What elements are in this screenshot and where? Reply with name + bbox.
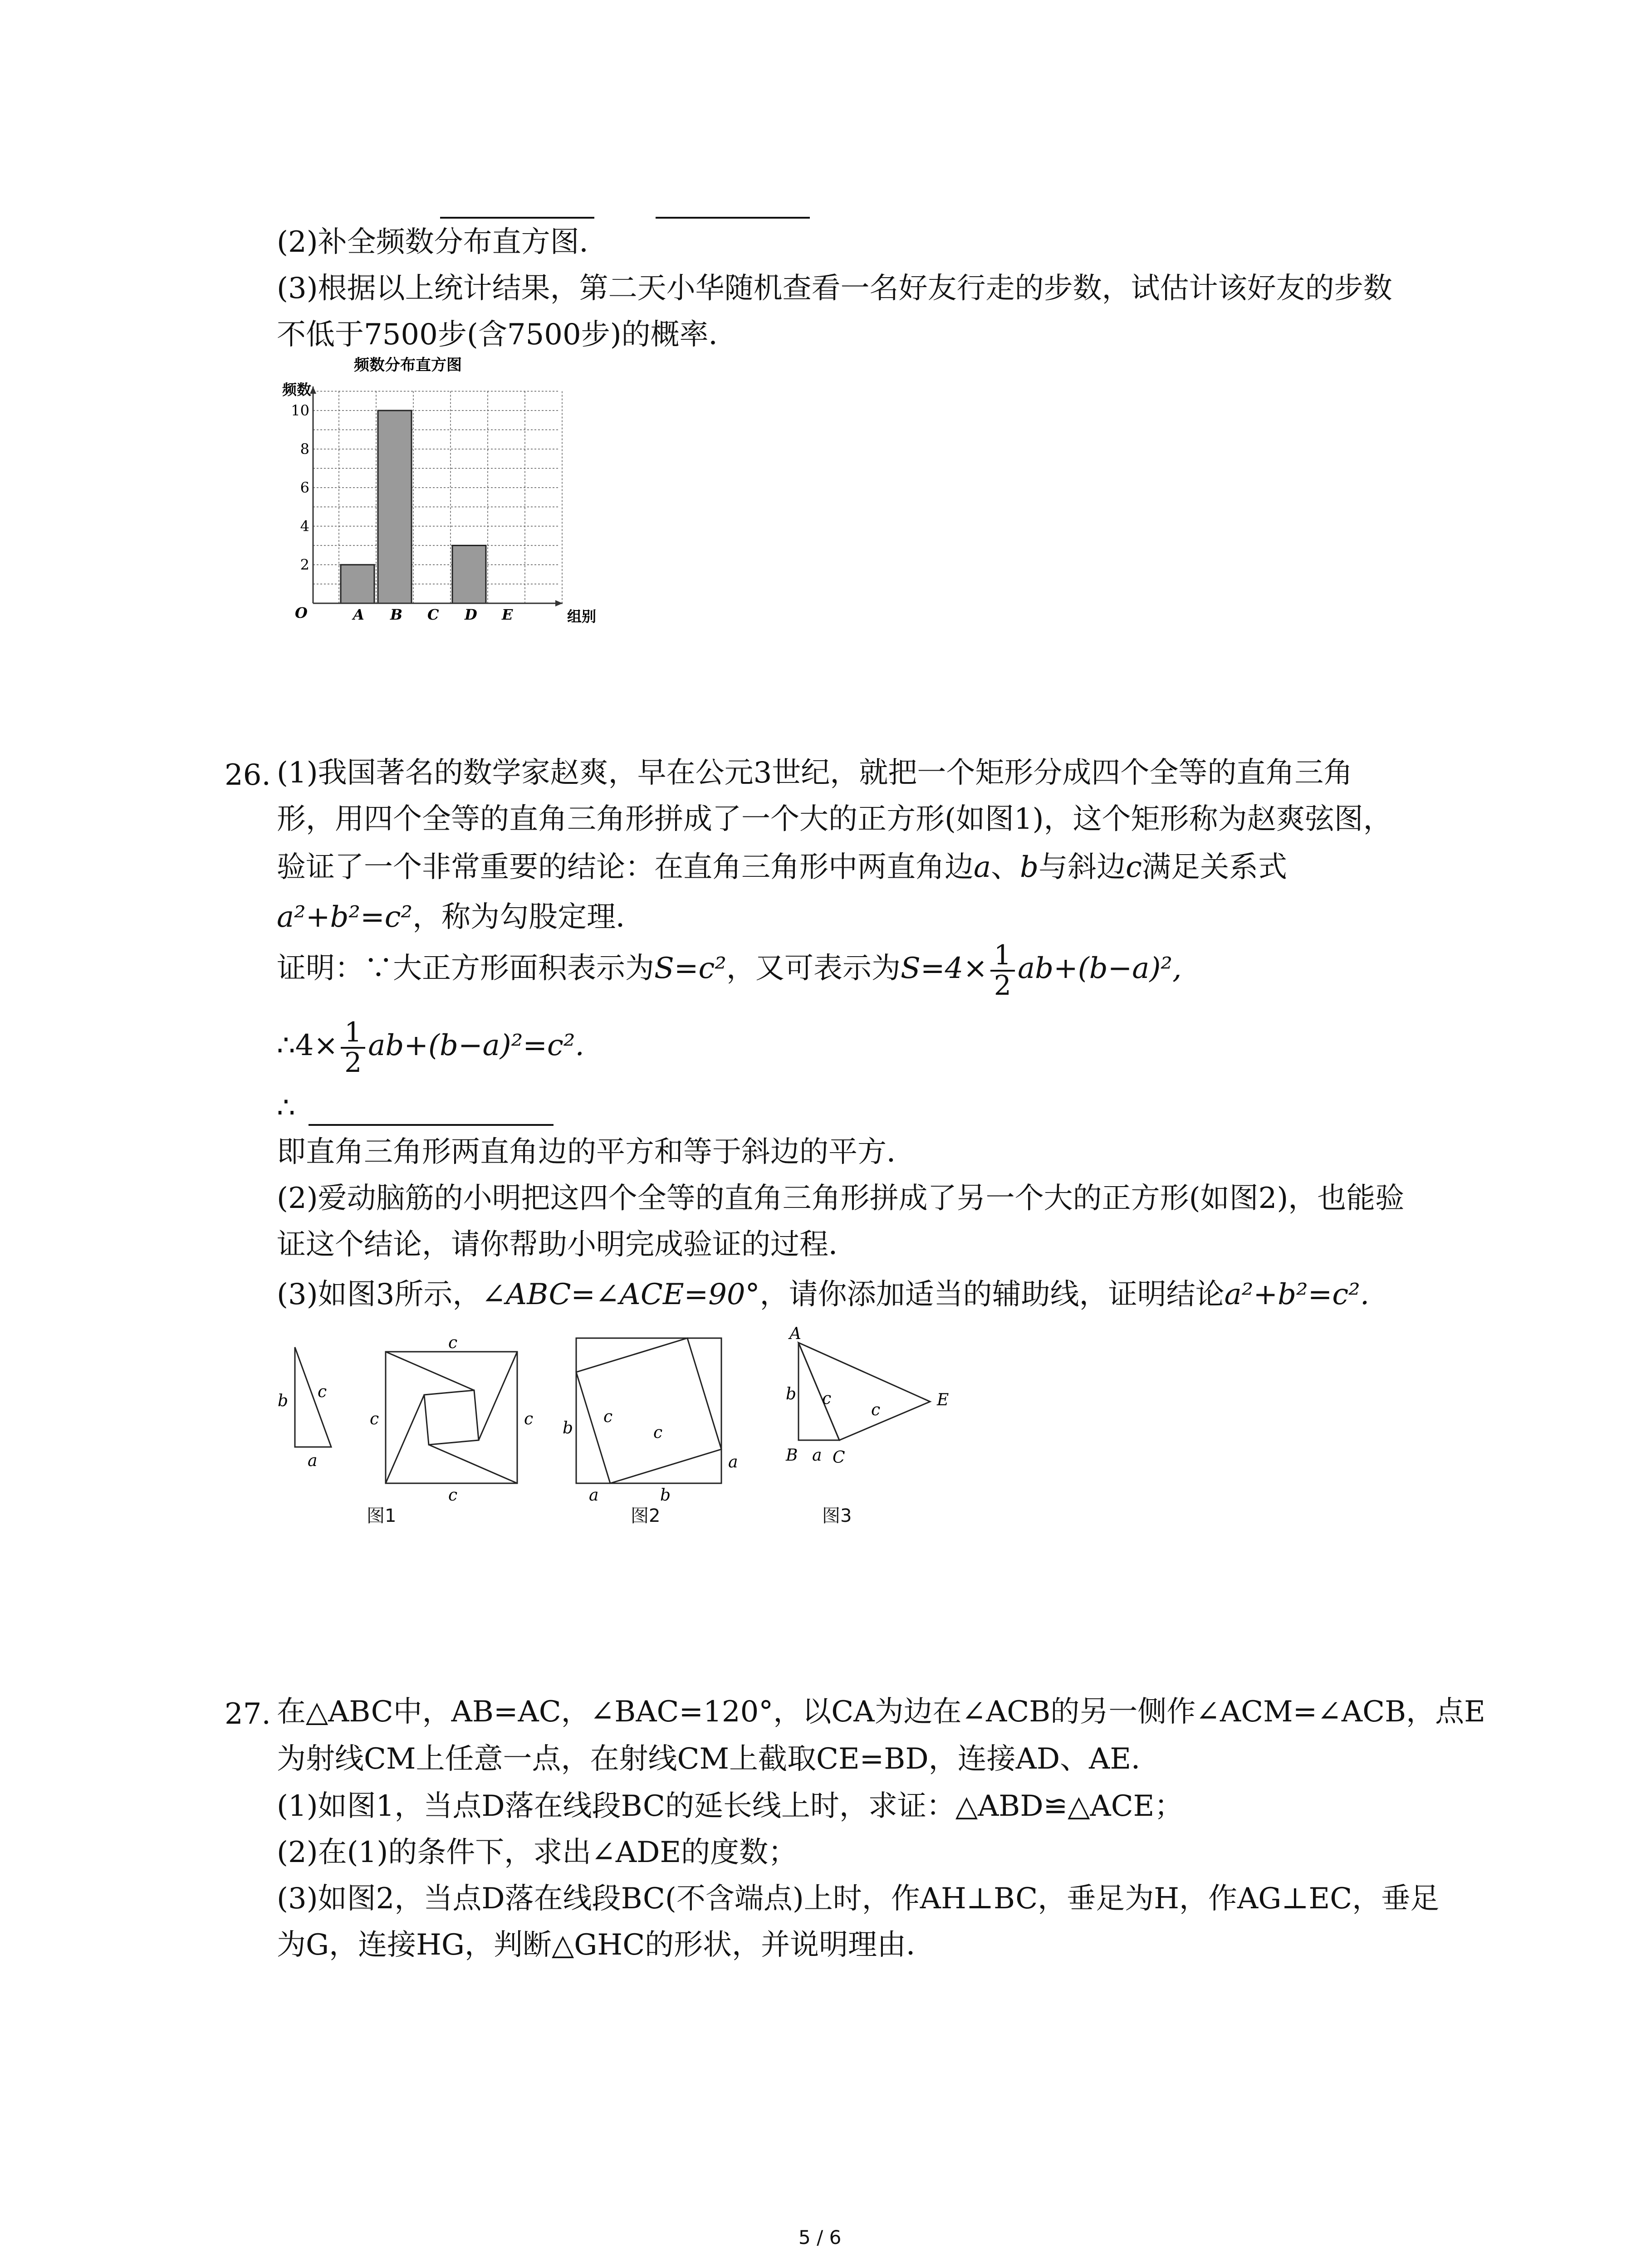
x-axis-arrow-icon — [555, 600, 563, 606]
fig3-point-C: C — [833, 1448, 845, 1467]
figure-1 — [268, 1334, 534, 1505]
q26-line6-pre: ∴4× — [277, 1029, 338, 1062]
q26-line5-pre: 证明：∵大正方形面积表示为 — [277, 952, 654, 985]
bar-A — [341, 565, 374, 603]
q26-line3-mid2: 与斜边 — [1038, 850, 1126, 884]
answer-blank-3[interactable] — [309, 1124, 554, 1126]
fig3-label-c2: c — [871, 1401, 881, 1419]
figure-3-caption: 图3 — [822, 1505, 852, 1526]
q27-line1: 在△ABC中，AB=AC，∠BAC=120°，以CA为边在∠ACB的另一侧作∠ACM=∠ACB，点E — [277, 1695, 1485, 1729]
q27-number: 27. — [225, 1697, 271, 1731]
chord-line-1 — [386, 1352, 474, 1390]
frequency-histogram — [272, 354, 617, 631]
y-tick-6: 6 — [300, 479, 309, 496]
q26-line7: ∴ — [277, 1091, 295, 1124]
q26-line4-post: ，称为勾股定理． — [412, 900, 645, 934]
chart-title: 频数分布直方图 — [354, 356, 462, 374]
q26-line10: 证这个结论，请你帮助小明完成验证的过程． — [277, 1228, 857, 1261]
q26-line3-pre: 验证了一个非常重要的结论：在直角三角形中两直角边 — [277, 850, 974, 884]
conclusion-equation: a²+b²=c². — [1224, 1278, 1370, 1311]
pythagoras-equation: a²+b²=c² — [277, 900, 413, 934]
q26-line3-post: 满足关系式 — [1141, 850, 1287, 884]
q25-part3-line1: (3)根据以上统计结果，第二天小华随机查看一名好友行走的步数，试估计该好友的步数 — [277, 272, 1392, 305]
q26-line4 — [277, 900, 645, 934]
fig2-label-c1: c — [603, 1408, 613, 1426]
zhao-shuang-outer-square — [386, 1352, 517, 1483]
fig2-label-b: b — [563, 1419, 573, 1437]
q26-line5 — [277, 939, 1181, 1000]
q26-line8: 即直角三角形两直角边的平方和等于斜边的平方． — [277, 1135, 916, 1169]
fraction-half-2: $\frac{1}{2}$ — [341, 1018, 365, 1077]
bar-D — [452, 546, 486, 604]
x-tick-B: B — [390, 606, 403, 623]
figure-3 — [776, 1325, 985, 1488]
q26-line1: (1)我国著名的数学家赵爽，早在公元3世纪，就把一个矩形分成四个全等的直角三角 — [277, 756, 1353, 790]
q26-line5-mid: ，又可表示为 — [726, 952, 901, 985]
q26-line11 — [277, 1280, 1369, 1309]
area-expr-2: S=4× — [900, 952, 988, 985]
fig2-label-c2: c — [653, 1423, 663, 1442]
fig3-label-a: a — [812, 1446, 822, 1465]
y-tick-8: 8 — [300, 440, 309, 458]
fraction-half: $\frac{1}{2}$ — [990, 941, 1015, 1000]
fig2-outer-square — [576, 1338, 721, 1483]
q26-line11-pre: (3)如图3所示， — [277, 1278, 482, 1311]
zhao-shuang-inner-lines — [386, 1352, 517, 1483]
triangle-ace — [798, 1343, 930, 1440]
label-c-right: c — [524, 1410, 534, 1428]
equation-tail: ab+(b−a)²=c². — [368, 1029, 584, 1062]
q27-line2: 为射线CM上任意一点，在射线CM上截取CE=BD，连接AD、AE． — [277, 1742, 1161, 1776]
q26-line3-mid1: 、 — [991, 850, 1020, 884]
chord-line-4 — [386, 1395, 424, 1483]
fig2-label-a-bottom: a — [589, 1486, 599, 1505]
label-c: c — [318, 1383, 327, 1401]
var-a: a — [974, 850, 991, 884]
y-tick-2: 2 — [300, 556, 309, 573]
x-tick-C: C — [427, 606, 439, 623]
figure-1-caption: 图1 — [367, 1505, 397, 1526]
q25-part3-line2: 不低于7500步(含7500步)的概率． — [277, 318, 738, 352]
y-axis-label: 频数 — [282, 381, 312, 398]
var-b: b — [1020, 850, 1039, 884]
y-tick-4: 4 — [300, 518, 309, 535]
x-tick-A: A — [353, 606, 364, 623]
q26-line3 — [277, 850, 1287, 884]
fig3-label-b: b — [786, 1385, 797, 1403]
area-expr-tail: ab+(b−a)², — [1017, 952, 1182, 985]
q26-number: 26. — [225, 758, 271, 792]
var-c: c — [1126, 850, 1142, 884]
fig3-point-A: A — [789, 1325, 801, 1343]
label-c-bottom: c — [448, 1486, 458, 1505]
fig3-point-E: E — [937, 1391, 949, 1409]
label-b: b — [278, 1392, 289, 1410]
answer-blank-2[interactable] — [656, 217, 810, 219]
q26-line9: (2)爱动脑筋的小明把这四个全等的直角三角形拼成了另一个大的正方形(如图2)，也能验 — [277, 1182, 1405, 1215]
x-tick-D: D — [465, 606, 477, 623]
fig3-label-c1: c — [822, 1389, 832, 1408]
page-number: 5 / 6 — [798, 2226, 842, 2248]
area-expr-1: S=c² — [654, 952, 726, 985]
y-tick-10: 10 — [291, 402, 309, 419]
answer-blank-1[interactable] — [440, 217, 594, 219]
figure-2 — [558, 1329, 749, 1520]
q27-line4: (2)在(1)的条件下，求出∠ADE的度数； — [277, 1836, 798, 1869]
label-c-top: c — [448, 1334, 458, 1352]
fig3-point-B: B — [786, 1446, 798, 1465]
q25-part2: (2)补全频数分布直方图． — [277, 225, 608, 259]
q26-line6 — [277, 1016, 584, 1077]
q26-line11-mid: ，请你添加适当的辅助线，证明结论 — [759, 1278, 1225, 1311]
fig2-label-b-bottom: b — [660, 1486, 671, 1505]
bar-B — [378, 411, 411, 603]
x-tick-E: E — [502, 606, 513, 623]
x-axis-label: 组别 — [567, 608, 597, 625]
q27-line5: (3)如图2，当点D落在线段BC(不含端点)上时，作AH⊥BC，垂足为H，作AG⊥EC，垂足 — [277, 1882, 1440, 1916]
fig2-inner-square — [576, 1338, 721, 1483]
chord-line-2 — [479, 1352, 517, 1440]
origin-label: O — [295, 604, 308, 621]
q27-line6: 为G，连接HG，判断△GHC的形状，并说明理由． — [277, 1928, 936, 1962]
inner-square — [424, 1390, 479, 1445]
q27-line3: (1)如图1，当点D落在线段BC的延长线上时，求证：△ABD≌△ACE； — [277, 1789, 1184, 1823]
chord-line-3 — [429, 1445, 517, 1483]
label-c-left: c — [370, 1410, 379, 1428]
fig2-label-a-right: a — [728, 1453, 738, 1471]
figure-2-caption: 图2 — [631, 1505, 661, 1526]
angle-expr: ∠ABC=∠ACE=90° — [481, 1278, 760, 1311]
q26-line2: 形，用四个全等的直角三角形拼成了一个大的正方形(如图1)，这个矩形称为赵爽弦图， — [277, 802, 1392, 836]
label-a: a — [308, 1452, 318, 1470]
